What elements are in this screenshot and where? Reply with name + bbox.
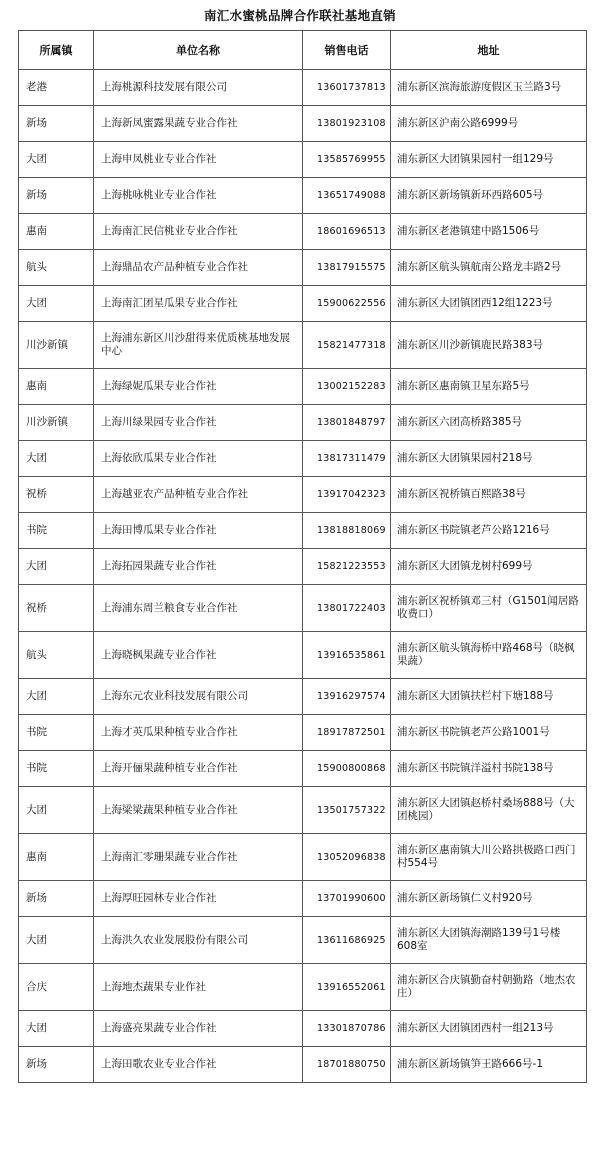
cell-phone: 13916297574 <box>303 679 391 715</box>
cell-town: 大团 <box>19 286 94 322</box>
cell-phone: 13917042323 <box>303 477 391 513</box>
table-row <box>19 250 587 286</box>
cell-phone: 13817311479 <box>303 441 391 477</box>
cell-town: 新场 <box>19 881 94 917</box>
header-address: 地址 <box>391 31 587 70</box>
cell-phone: 13701990600 <box>303 881 391 917</box>
table-row <box>19 787 587 834</box>
cell-unit-name: 上海南汇零珊果蔬专业合作社 <box>94 834 303 881</box>
cell-phone: 13501757322 <box>303 787 391 834</box>
table-row <box>19 881 587 917</box>
cell-town: 大团 <box>19 142 94 178</box>
sales-table <box>18 30 587 1083</box>
cell-unit-name: 上海南汇民信桃业专业合作社 <box>94 214 303 250</box>
table-row <box>19 549 587 585</box>
cell-phone: 13002152283 <box>303 369 391 405</box>
cell-phone: 13916535861 <box>303 632 391 679</box>
cell-unit-name: 上海开俪果蔬种植专业合作社 <box>94 751 303 787</box>
cell-unit-name: 上海川绿果园专业合作社 <box>94 405 303 441</box>
cell-address: 浦东新区大团镇团西村一组213号 <box>391 1011 587 1047</box>
cell-address: 浦东新区老港镇建中路1506号 <box>391 214 587 250</box>
cell-town: 惠南 <box>19 369 94 405</box>
cell-town: 大团 <box>19 917 94 964</box>
cell-unit-name: 上海申凤桃业专业合作社 <box>94 142 303 178</box>
cell-unit-name: 上海浦东周兰粮食专业合作社 <box>94 585 303 632</box>
cell-town: 大团 <box>19 679 94 715</box>
cell-unit-name: 上海洪久农业发展股份有限公司 <box>94 917 303 964</box>
cell-town: 新场 <box>19 106 94 142</box>
cell-town: 祝桥 <box>19 585 94 632</box>
cell-address: 浦东新区惠南镇卫星东路5号 <box>391 369 587 405</box>
cell-address: 浦东新区新场镇仁义村920号 <box>391 881 587 917</box>
cell-unit-name: 上海田歌农业专业合作社 <box>94 1047 303 1083</box>
cell-town: 祝桥 <box>19 477 94 513</box>
cell-address: 浦东新区祝桥镇邓三村（G1501闻居路收费口） <box>391 585 587 632</box>
cell-address: 浦东新区大团镇赵桥村桑场888号（大团桃园） <box>391 787 587 834</box>
table-header-row <box>19 31 587 70</box>
cell-phone: 13611686925 <box>303 917 391 964</box>
cell-unit-name: 上海桃源科技发展有限公司 <box>94 70 303 106</box>
cell-address: 浦东新区滨海旅游度假区玉兰路3号 <box>391 70 587 106</box>
cell-address: 浦东新区航头镇航南公路龙丰路2号 <box>391 250 587 286</box>
cell-address: 浦东新区书院镇洋溢村书院138号 <box>391 751 587 787</box>
cell-address: 浦东新区新场镇新环西路605号 <box>391 178 587 214</box>
page-title: 南汇水蜜桃品牌合作联社基地直销 <box>203 8 396 23</box>
cell-unit-name: 上海晓枫果蔬专业合作社 <box>94 632 303 679</box>
cell-town: 老港 <box>19 70 94 106</box>
cell-town: 大团 <box>19 441 94 477</box>
table-row <box>19 1011 587 1047</box>
cell-town: 惠南 <box>19 214 94 250</box>
cell-town: 大团 <box>19 549 94 585</box>
cell-address: 浦东新区大团镇海潮路139号1号楼608室 <box>391 917 587 964</box>
cell-phone: 13818818069 <box>303 513 391 549</box>
cell-phone: 13585769955 <box>303 142 391 178</box>
cell-town: 川沙新镇 <box>19 405 94 441</box>
table-row <box>19 751 587 787</box>
cell-unit-name: 上海东元农业科技发展有限公司 <box>94 679 303 715</box>
cell-address: 浦东新区祝桥镇百熙路38号 <box>391 477 587 513</box>
cell-unit-name: 上海绿妮瓜果专业合作社 <box>94 369 303 405</box>
cell-unit-name: 上海鼎品农产品种植专业合作社 <box>94 250 303 286</box>
table-row <box>19 322 587 369</box>
cell-address: 浦东新区惠南镇大川公路拱极路口西门村554号 <box>391 834 587 881</box>
table-row <box>19 1047 587 1083</box>
cell-address: 浦东新区航头镇海桥中路468号（晓枫果蔬） <box>391 632 587 679</box>
cell-unit-name: 上海梁梁蔬果种植专业合作社 <box>94 787 303 834</box>
header-unit-name: 单位名称 <box>94 31 303 70</box>
cell-unit-name: 上海拓园果蔬专业合作社 <box>94 549 303 585</box>
cell-phone: 13817915575 <box>303 250 391 286</box>
cell-address: 浦东新区大团镇果园村一组129号 <box>391 142 587 178</box>
cell-phone: 13801923108 <box>303 106 391 142</box>
table-row <box>19 585 587 632</box>
table-row <box>19 369 587 405</box>
cell-town: 新场 <box>19 1047 94 1083</box>
table-row <box>19 632 587 679</box>
table-row <box>19 214 587 250</box>
table-row <box>19 142 587 178</box>
cell-unit-name: 上海依欣瓜果专业合作社 <box>94 441 303 477</box>
cell-unit-name: 上海浦东新区川沙甜得来优质桃基地发展中心 <box>94 322 303 369</box>
cell-town: 川沙新镇 <box>19 322 94 369</box>
cell-unit-name: 上海厚旺园林专业合作社 <box>94 881 303 917</box>
cell-phone: 18601696513 <box>303 214 391 250</box>
cell-unit-name: 上海桃咏桃业专业合作社 <box>94 178 303 214</box>
cell-phone: 13801848797 <box>303 405 391 441</box>
cell-address: 浦东新区六团高桥路385号 <box>391 405 587 441</box>
table-row <box>19 286 587 322</box>
table-row <box>19 477 587 513</box>
cell-address: 浦东新区沪南公路6999号 <box>391 106 587 142</box>
cell-town: 新场 <box>19 178 94 214</box>
cell-town: 书院 <box>19 715 94 751</box>
header-town: 所属镇 <box>19 31 94 70</box>
cell-phone: 15821223553 <box>303 549 391 585</box>
cell-phone: 13916552061 <box>303 964 391 1011</box>
cell-phone: 15821477318 <box>303 322 391 369</box>
cell-unit-name: 上海南汇团星瓜果专业合作社 <box>94 286 303 322</box>
table-row <box>19 178 587 214</box>
cell-address: 浦东新区书院镇老芦公路1216号 <box>391 513 587 549</box>
table-row <box>19 70 587 106</box>
cell-address: 浦东新区书院镇老芦公路1001号 <box>391 715 587 751</box>
cell-phone: 15900622556 <box>303 286 391 322</box>
table-row <box>19 917 587 964</box>
table-row <box>19 106 587 142</box>
cell-address: 浦东新区大团镇果园村218号 <box>391 441 587 477</box>
cell-phone: 13651749088 <box>303 178 391 214</box>
table-row <box>19 679 587 715</box>
cell-address: 浦东新区大团镇团西12组1223号 <box>391 286 587 322</box>
cell-unit-name: 上海田博瓜果专业合作社 <box>94 513 303 549</box>
cell-town: 航头 <box>19 250 94 286</box>
cell-phone: 13301870786 <box>303 1011 391 1047</box>
cell-phone: 18701880750 <box>303 1047 391 1083</box>
cell-unit-name: 上海才英瓜果种植专业合作社 <box>94 715 303 751</box>
cell-unit-name: 上海盛亮果蔬专业合作社 <box>94 1011 303 1047</box>
cell-phone: 18917872501 <box>303 715 391 751</box>
table-row <box>19 513 587 549</box>
cell-phone: 13801722403 <box>303 585 391 632</box>
table-row <box>19 405 587 441</box>
table-row <box>19 834 587 881</box>
cell-phone: 13052096838 <box>303 834 391 881</box>
table-row <box>19 715 587 751</box>
cell-address: 浦东新区新场镇笋王路666号-1 <box>391 1047 587 1083</box>
cell-unit-name: 上海新凤蜜露果蔬专业合作社 <box>94 106 303 142</box>
cell-address: 浦东新区大团镇龙树村699号 <box>391 549 587 585</box>
cell-address: 浦东新区川沙新镇鹿民路383号 <box>391 322 587 369</box>
cell-address: 浦东新区大团镇扶栏村下塘188号 <box>391 679 587 715</box>
cell-town: 书院 <box>19 751 94 787</box>
cell-unit-name: 上海越亚农产品种植专业合作社 <box>94 477 303 513</box>
table-row <box>19 441 587 477</box>
cell-town: 书院 <box>19 513 94 549</box>
cell-phone: 15900800868 <box>303 751 391 787</box>
cell-address: 浦东新区合庆镇勤奋村朝勤路（地杰农庄） <box>391 964 587 1011</box>
table-row <box>19 964 587 1011</box>
header-phone: 销售电话 <box>303 31 391 70</box>
cell-town: 大团 <box>19 1011 94 1047</box>
cell-town: 合庆 <box>19 964 94 1011</box>
cell-town: 惠南 <box>19 834 94 881</box>
cell-town: 航头 <box>19 632 94 679</box>
cell-town: 大团 <box>19 787 94 834</box>
cell-phone: 13601737813 <box>303 70 391 106</box>
cell-unit-name: 上海地杰蔬果专业作社 <box>94 964 303 1011</box>
